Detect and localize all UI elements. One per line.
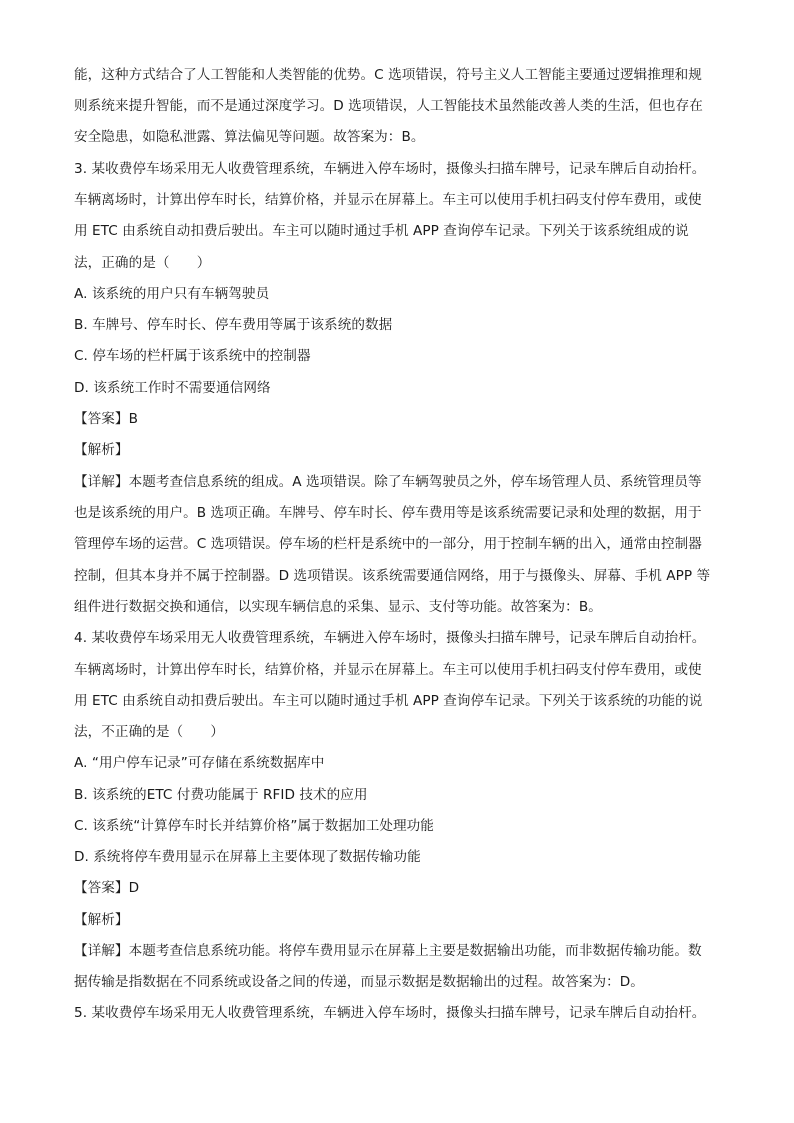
question-4-stem: 4. 某收费停车场采用无人收费管理系统，车辆进入停车场时，摄像头扫描车牌号，记录车牌后自动抬杆。: [74, 630, 706, 646]
answer-label: 【答案】B: [74, 411, 138, 427]
question-4-option-d: D. 系统将停车费用显示在屏幕上主要体现了数据传输功能: [74, 849, 421, 865]
question-4-stem: 车辆离场时，计算出停车时长，结算价格，并显示在屏幕上。车主可以使用手机扫码支付停车费用，或使: [74, 662, 702, 678]
question-4-stem: 用 ETC 由系统自动扣费后驶出。车主可以随时通过手机 APP 查询停车记录。下列关于该系统的功能的说: [74, 693, 703, 709]
question-3-option-d: D. 该系统工作时不需要通信网络: [74, 380, 271, 396]
question-3-stem: 3. 某收费停车场采用无人收费管理系统，车辆进入停车场时，摄像头扫描车牌号，记录车牌后自动抬杆。: [74, 161, 706, 177]
question-3-option-a: A. 该系统的用户只有车辆驾驶员: [74, 286, 270, 302]
question-3-option-c: C. 停车场的栏杆属于该系统中的控制器: [74, 348, 311, 364]
text-line: 能，这种方式结合了人工智能和人类智能的优势。C 选项错误，符号主义人工智能主要通过逻辑推理和规: [74, 67, 702, 83]
text-line: 安全隐患，如隐私泄露、算法偏见等问题。故答案为：B。: [74, 129, 425, 145]
explanation-line: 组件进行数据交换和通信，以实现车辆信息的采集、显示、支付等功能。故答案为：B。: [74, 599, 602, 615]
question-4-option-c: C. 该系统“计算停车时长并结算价格”属于数据加工处理功能: [74, 818, 434, 834]
question-3-stem: 用 ETC 由系统自动扣费后驶出。车主可以随时通过手机 APP 查询停车记录。下列关于该系统组成的说: [74, 223, 689, 239]
question-4-stem: 法，不正确的是（ ）: [74, 724, 225, 740]
explanation-line: 控制，但其本身并不属于控制器。D 选项错误。该系统需要通信网络，用于与摄像头、屏幕、手机 APP 等: [74, 568, 711, 584]
question-5-stem: 5. 某收费停车场采用无人收费管理系统，车辆进入停车场时，摄像头扫描车牌号，记录车牌后自动抬杆。: [74, 1005, 706, 1021]
question-3-stem: 车辆离场时，计算出停车时长，结算价格，并显示在屏幕上。车主可以使用手机扫码支付停车费用，或使: [74, 192, 702, 208]
question-4-option-a: A. “用户停车记录”可存储在系统数据库中: [74, 755, 325, 771]
question-4-option-b: B. 该系统的ETC 付费功能属于 RFID 技术的应用: [74, 787, 368, 803]
explanation-line: 管理停车场的运营。C 选项错误。停车场的栏杆是系统中的一部分，用于控制车辆的出入，通常由控制器: [74, 536, 702, 552]
question-3-option-b: B. 车牌号、停车时长、停车费用等属于该系统的数据: [74, 317, 393, 333]
explanation-line: 据传输是指数据在不同系统或设备之间的传递，而显示数据是数据输出的过程。故答案为：D。: [74, 974, 644, 990]
analysis-label: 【解析】: [74, 442, 129, 458]
text-line: 则系统来提升智能，而不是通过深度学习。D 选项错误，人工智能技术虽然能改善人类的生活，但也存在: [74, 98, 703, 114]
question-3-stem: 法，正确的是（ ）: [74, 255, 211, 271]
explanation-line: 【详解】本题考查信息系统功能。将停车费用显示在屏幕上主要是数据输出功能，而非数据传输功能。数: [74, 943, 702, 959]
explanation-line: 也是该系统的用户。B 选项正确。车牌号、停车时长、停车费用等是该系统需要记录和处理的数据，用于: [74, 505, 702, 521]
analysis-label: 【解析】: [74, 912, 129, 928]
answer-label: 【答案】D: [74, 880, 140, 896]
explanation-line: 【详解】本题考查信息系统的组成。A 选项错误。除了车辆驾驶员之外，停车场管理人员、系统管理员等: [74, 474, 702, 490]
